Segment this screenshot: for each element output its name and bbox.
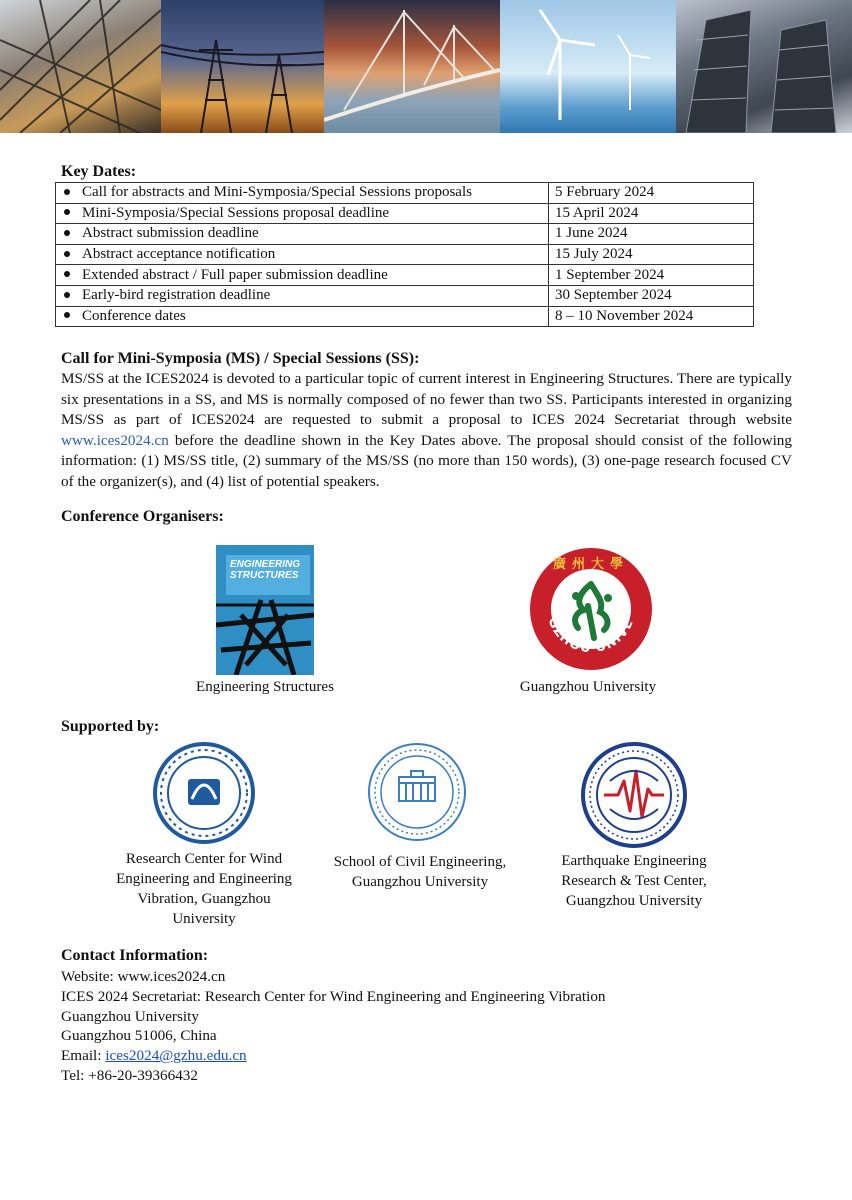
- bullet-icon: [64, 251, 70, 257]
- key-date-event: Mini-Symposia/Special Sessions proposal deadline: [82, 204, 390, 221]
- key-date-event-cell: [56, 203, 549, 224]
- bullet-icon: [64, 271, 70, 277]
- gzu-logo-text: GZHOU UNIVE: [544, 615, 638, 657]
- engineering-structures-logo: [216, 545, 314, 675]
- contact-heading: Contact Information:: [61, 947, 209, 964]
- bullet-icon: [64, 209, 70, 215]
- key-date-event-cell: [56, 183, 549, 204]
- key-date-row: [56, 224, 754, 245]
- organiser-caption-guangzhou-university: Guangzhou University: [519, 679, 657, 695]
- key-date-row: [56, 244, 754, 265]
- key-date-event: Abstract acceptance notification: [82, 246, 276, 263]
- organisers-heading: Conference Organisers:: [61, 508, 224, 525]
- journal-cover-title: ENGINEERING STRUCTURES: [230, 559, 301, 581]
- supporter-caption-earthquake-engineering: Earthquake Engineering Research & Test Center, Guangzhou University: [561, 853, 707, 909]
- call-paragraph: [61, 369, 792, 493]
- key-date-event: Call for abstracts and Mini-Symposia/Special Sessions proposals: [82, 184, 472, 201]
- supported-heading: Supported by:: [61, 718, 160, 735]
- gzu-logo-chinese-text: 廣州大學: [552, 557, 630, 572]
- civil-engineering-school-seal: [366, 741, 468, 843]
- contact-university: Guangzhou University: [61, 1007, 199, 1025]
- key-date-value: 30 September 2024: [549, 285, 754, 306]
- contact-city: Guangzhou 51006, China: [61, 1027, 217, 1045]
- key-date-event-cell: [56, 244, 549, 265]
- call-website-link[interactable]: www.ices2024.cn: [61, 431, 169, 449]
- wind-engineering-center-seal: [152, 741, 256, 845]
- key-date-row: [56, 265, 754, 286]
- key-date-value: 5 February 2024: [549, 183, 754, 204]
- contact-email-link[interactable]: ices2024@gzhu.edu.cn: [105, 1047, 247, 1065]
- contact-secretariat: ICES 2024 Secretariat: Research Center for Wind Engineering and Engineering Vibration: [61, 987, 606, 1005]
- key-dates-table: [55, 182, 754, 327]
- key-dates-heading: Key Dates:: [61, 163, 137, 180]
- key-date-value: 15 April 2024: [549, 203, 754, 224]
- contact-block: [61, 967, 606, 1086]
- key-date-row: [56, 183, 754, 204]
- contact-email-line: [61, 1046, 606, 1066]
- key-date-row: [56, 306, 754, 327]
- call-text-part1: MS/SS at the ICES2024 is devoted to a particular topic of current interest in Engineering Structures. There are typically six presentations in a SS, and MS is normally composed of no fewer than two SS. Participants interested in organizing MS/SS as part of ICES2024 are requested to submit a proposal to ICES 2024 Secretariat through website: [61, 370, 792, 429]
- call-heading: Call for Mini-Symposia (MS) / Special Sessions (SS):: [61, 350, 420, 367]
- key-date-event: Conference dates: [82, 307, 186, 324]
- supporter-caption-civil-engineering: School of Civil Engineering, Guangzhou University: [333, 854, 507, 890]
- supporter-caption-wind-engineering: Research Center for Wind Engineering and Engineering Vibration, Guangzhou University: [116, 851, 292, 927]
- key-date-event: Abstract submission deadline: [82, 225, 259, 242]
- key-date-event-cell: [56, 224, 549, 245]
- bullet-icon: [64, 189, 70, 195]
- key-date-row: [56, 203, 754, 224]
- bullet-icon: [64, 292, 70, 298]
- key-date-event: Early-bird registration deadline: [82, 287, 271, 304]
- earthquake-engineering-center-seal: [580, 741, 688, 849]
- bullet-icon: [64, 230, 70, 236]
- guangzhou-university-logo: [528, 546, 654, 672]
- key-date-row: [56, 285, 754, 306]
- key-date-event-cell: [56, 285, 549, 306]
- contact-tel: Tel: +86-20-39366432: [61, 1066, 198, 1084]
- key-date-value: 1 September 2024: [549, 265, 754, 286]
- contact-website: Website: www.ices2024.cn: [61, 968, 226, 985]
- key-date-event-cell: [56, 265, 549, 286]
- key-date-event-cell: [56, 306, 549, 327]
- bullet-icon: [64, 312, 70, 318]
- contact-email-label: Email:: [61, 1047, 106, 1065]
- organiser-caption-engineering-structures: Engineering Structures: [196, 679, 334, 695]
- key-date-event: Extended abstract / Full paper submission deadline: [82, 266, 388, 283]
- key-date-value: 8 – 10 November 2024: [549, 306, 754, 327]
- key-date-value: 15 July 2024: [549, 244, 754, 265]
- call-text-part2: before the deadline shown in the Key Dates above. The proposal should consist of the following information: (1) MS/SS title, (2) summary of the MS/SS (no more than 150 words), (3) one-page research focused CV of the organizer(s), and (4) list of potential speakers.: [61, 431, 792, 490]
- key-date-value: 1 June 2024: [549, 224, 754, 245]
